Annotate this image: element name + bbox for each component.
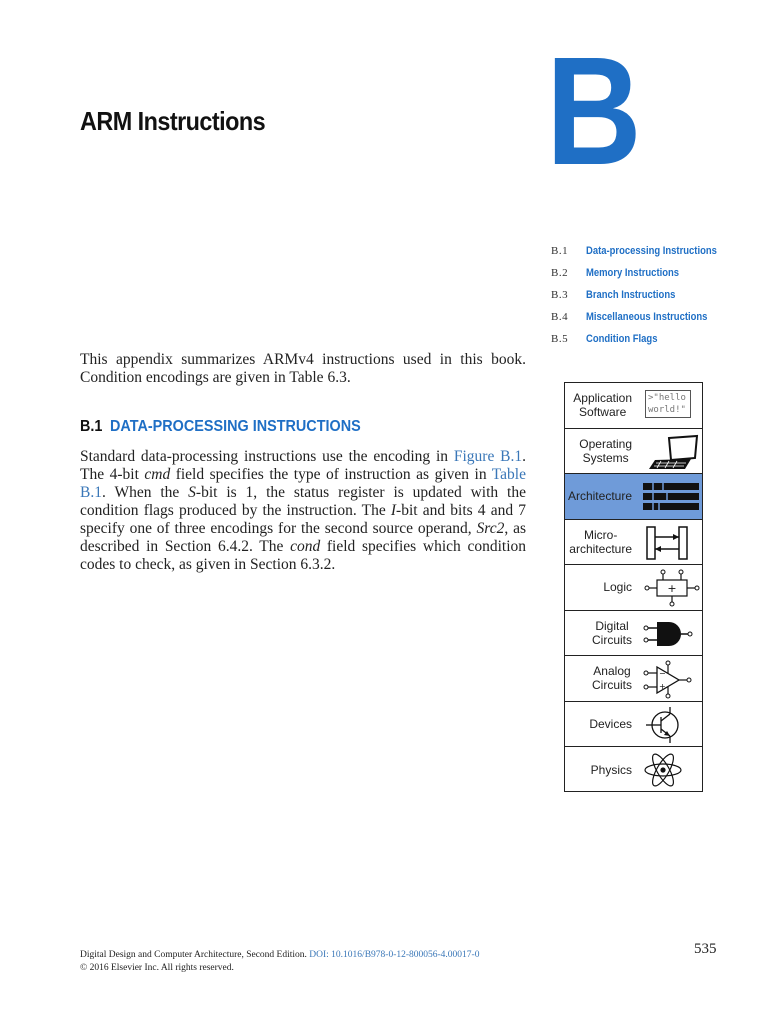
layer-label: Physics <box>590 762 632 777</box>
toc-number: B.1 <box>551 245 569 257</box>
layer-analog-circuits <box>565 656 702 702</box>
datapath-icon <box>643 523 701 563</box>
svg-text:−: − <box>659 669 666 678</box>
page-number: 535 <box>694 941 717 957</box>
abstraction-stack <box>564 382 703 792</box>
instruction-rows-icon <box>643 477 701 517</box>
adder-block-icon <box>643 568 701 608</box>
toc-label: Condition Flags <box>586 333 658 345</box>
section-number: B.1 <box>80 418 103 435</box>
toc-label: Miscellaneous Instructions <box>586 311 708 323</box>
body-text: , as described in Section 6.4.2. The <box>80 520 526 555</box>
chapter-letter: B <box>546 25 642 197</box>
chapter-toc <box>551 240 761 350</box>
layer-label: Application Software <box>573 391 632 420</box>
layer-label: Micro- architecture <box>569 527 632 556</box>
layer-label: Logic <box>603 580 632 595</box>
toc-number: B.5 <box>551 333 569 345</box>
toc-number: B.2 <box>551 267 569 279</box>
svg-text:+: + <box>667 582 677 595</box>
layer-physics <box>565 747 702 793</box>
chapter-title: ARM Instructions <box>80 106 266 136</box>
toc-item-b3[interactable] <box>551 284 761 306</box>
and-gate-icon <box>643 614 701 654</box>
toc-item-b5[interactable] <box>551 328 761 350</box>
table-b1-link[interactable]: Table B.1 <box>80 466 526 501</box>
s-bit-term: S <box>188 484 196 501</box>
toc-label: Memory Instructions <box>586 267 680 279</box>
toc-item-b1[interactable] <box>551 240 761 262</box>
toc-number: B.3 <box>551 289 569 301</box>
section-title: DATA-PROCESSING INSTRUCTIONS <box>110 418 361 435</box>
cmd-term: cmd <box>144 466 171 483</box>
toc-item-b2[interactable] <box>551 262 761 284</box>
layer-label: Digital Circuits <box>591 618 632 647</box>
layer-label: Devices <box>589 716 632 731</box>
layer-digital-circuits <box>565 611 702 657</box>
layer-label: Architecture <box>567 489 632 504</box>
transistor-icon <box>643 705 701 745</box>
layer-label: Operating Systems <box>579 436 632 465</box>
body-text: field specifies which condition codes to check, as given in Section 6.3.2. <box>80 538 526 573</box>
i-bit-term: I <box>390 502 397 519</box>
body-text: . The 4-bit <box>80 448 526 483</box>
hello-world-code-icon: >"hello world!" <box>645 390 691 418</box>
layer-logic <box>565 565 702 611</box>
body-text: -bit is 1, the status register is updated with the condition flags produced by the instruction. The <box>80 484 526 519</box>
toc-label: Data-processing Instructions <box>586 245 717 257</box>
src2-term: Src2 <box>476 520 505 537</box>
layer-application-software <box>565 383 702 429</box>
toc-item-b4[interactable] <box>551 306 761 328</box>
layer-label: Analog Circuits <box>591 664 632 693</box>
intro-paragraph: This appendix summarizes ARMv4 instructions used in this book. Condition encodings are given in Table 6.3. <box>80 351 526 386</box>
svg-text:+: + <box>659 682 666 691</box>
layer-operating-systems <box>565 429 702 475</box>
atom-icon <box>643 750 701 790</box>
toc-label: Branch Instructions <box>586 289 676 301</box>
footer-book: Digital Design and Computer Architecture, Second Edition. <box>80 950 307 960</box>
footer-copyright: © 2016 Elsevier Inc. All rights reserved. <box>80 963 234 973</box>
figure-b1-link[interactable]: Figure B.1 <box>453 448 523 465</box>
section-heading <box>80 418 361 436</box>
body-text: Standard data-processing instructions use the encoding in <box>80 448 454 465</box>
body-text: field specifies the type of instruction as given in <box>170 466 492 483</box>
toc-number: B.4 <box>551 311 569 323</box>
cond-term: cond <box>290 538 321 555</box>
body-text: -bit and bits 4 and 7 specify one of three encodings for the second source operand, <box>80 502 527 537</box>
layer-architecture <box>565 474 702 520</box>
op-amp-icon <box>643 659 701 699</box>
footer-doi-link[interactable]: DOI: 10.1016/B978-0-12-800056-4.00017-0 <box>309 950 480 960</box>
body-text: . When the <box>101 484 189 501</box>
laptop-icon <box>643 432 701 472</box>
footer-citation <box>80 950 479 960</box>
layer-microarchitecture <box>565 520 702 566</box>
section-body <box>80 448 526 574</box>
layer-devices <box>565 702 702 748</box>
